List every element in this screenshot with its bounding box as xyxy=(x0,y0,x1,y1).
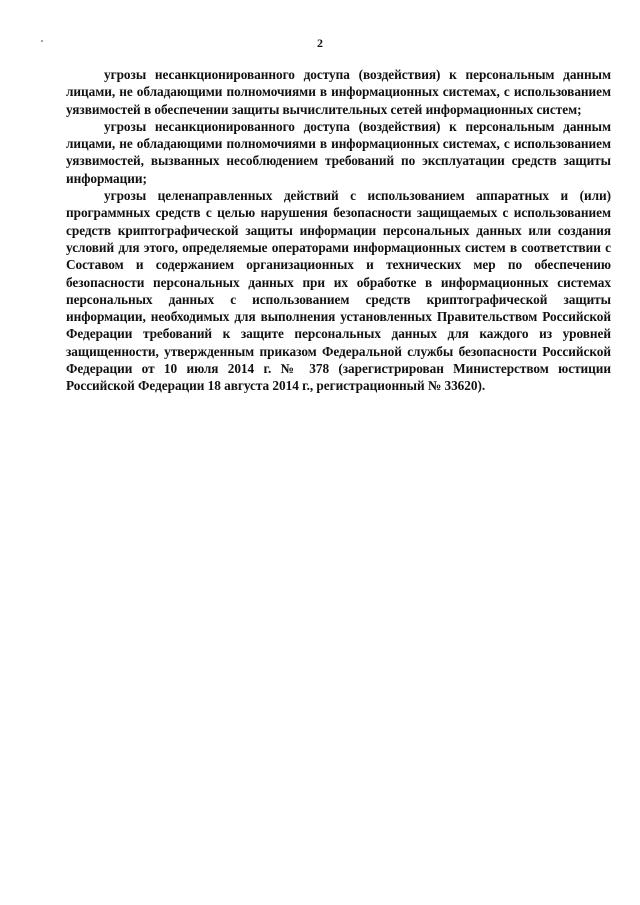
document-body xyxy=(66,66,611,395)
page-number: 2 xyxy=(317,36,323,50)
paragraph-threat-targeted-actions: угрозы целенаправленных действий с использованием аппаратных и (или) программных средств с целью нарушения безопасности защищаемых с использованием средств криптографической защиты информации персональных данных или создания условий для этого, определяемые операторами информационных систем в соответствии с Составом и содержанием организационных и технических мер по обеспечению безопасности персональных данных при их обработке в информационных системах персональных данных с использованием средств криптографической защиты информации, необходимых для выполнения установленных Правительством Российской Федерации требований к защите персональных данных для каждого из уровней защищенности, утвержденным приказом Федеральной службы безопасности Российской Федерации от 10 июля 2014 г. № 378 (зарегистрирован Министерством юстиции Российской Федерации 18 августа 2014 г., регистрационный № 33620). xyxy=(66,188,611,394)
paragraph-threat-protection-noncompliance: угрозы несанкционированного доступа (воздействия) к персональным данным лицами, не обладающими полномочиями в информационных системах, с использованием уязвимостей, вызванных несоблюдением требований по эксплуатации средств защиты информации; xyxy=(66,118,611,186)
paragraph-threat-network-vulnerabilities: угрозы несанкционированного доступа (воздействия) к персональным данным лицами, не обладающими полномочиями в информационных системах, с использованием уязвимостей в обеспечении защиты вычислительных сетей информационных систем; xyxy=(66,67,611,117)
